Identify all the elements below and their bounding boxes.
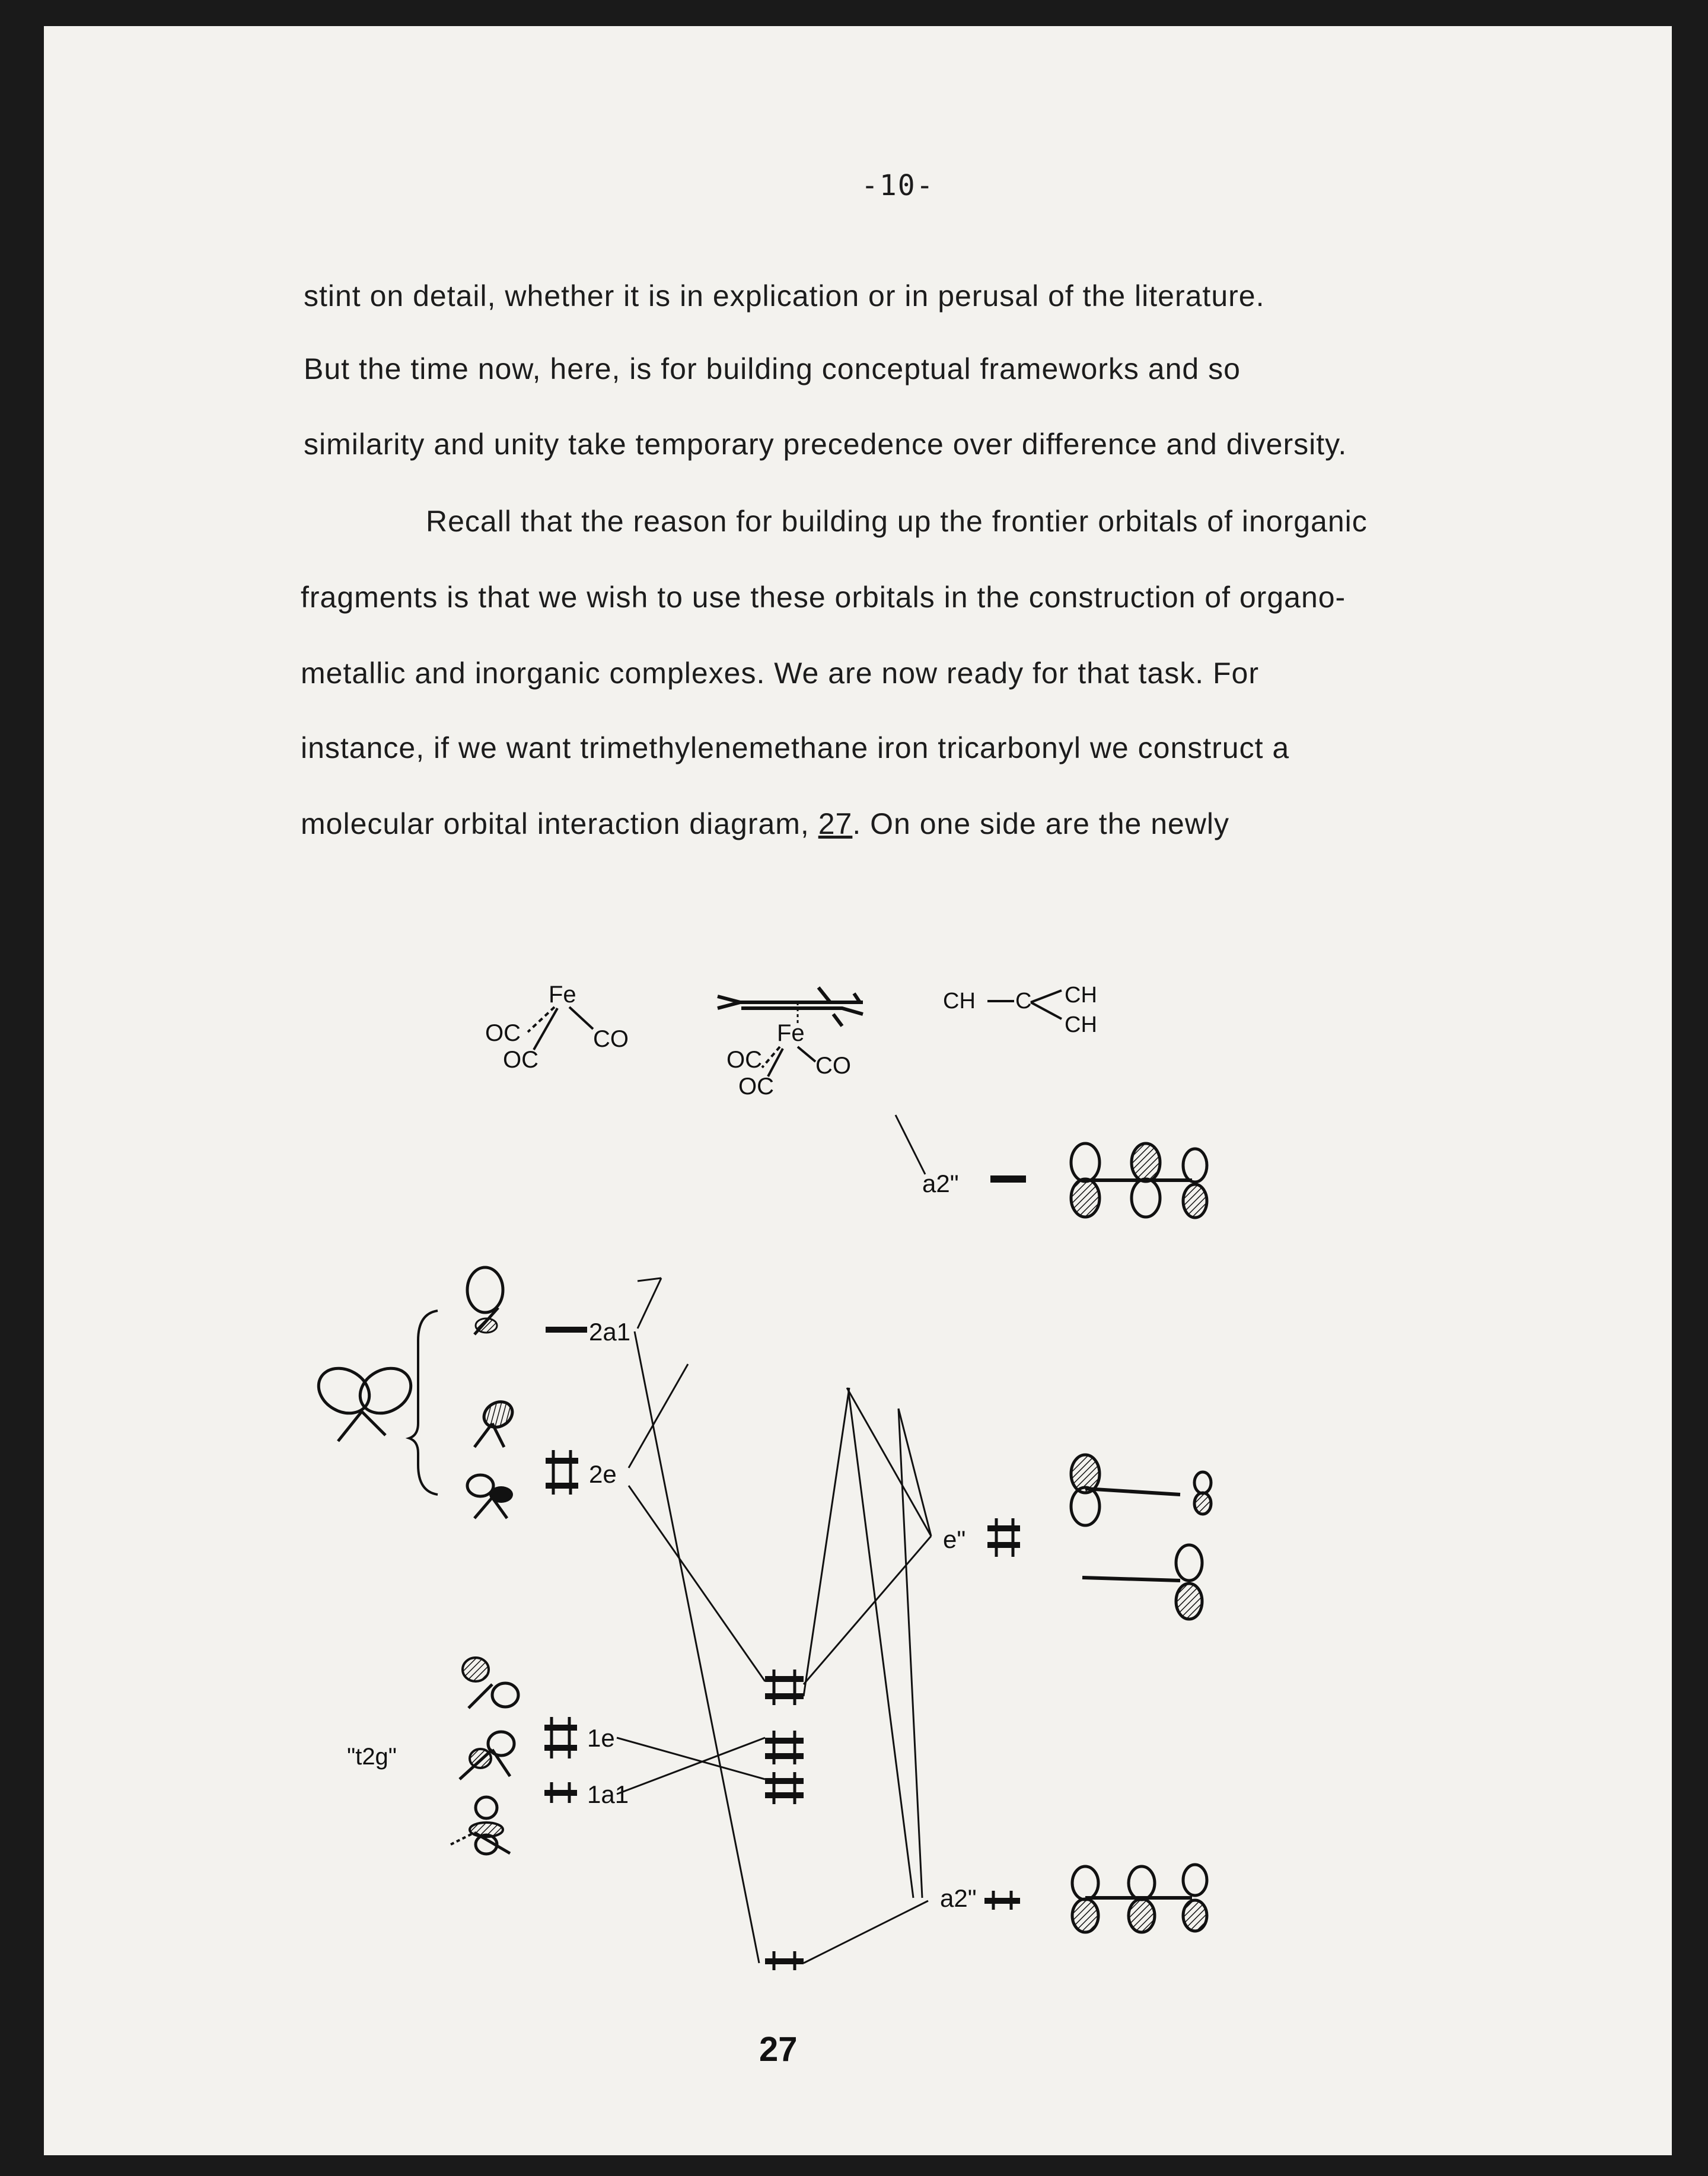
fragment-bracket [409, 1311, 438, 1495]
line-8-tail: . On one side are the newly [852, 807, 1230, 840]
fe-levels [347, 1318, 630, 1808]
left-co-label: CO [593, 1026, 629, 1052]
body-line-1: stint on detail, whether it is in explication or in perusal of the literature. [304, 279, 1265, 313]
level-a2-top-label: a2" [922, 1170, 959, 1197]
level-e-double-prime-label: e" [943, 1525, 966, 1553]
left-fe-label: Fe [549, 982, 576, 1008]
orbital-2e-lower-sketch [467, 1475, 513, 1518]
combined-hybrid-orbital [311, 1359, 419, 1441]
orbital-t2g-1-sketch [463, 1658, 518, 1708]
level-2a1-label: 2a1 [589, 1318, 631, 1346]
figure-caption-27: 27 [759, 2030, 798, 2069]
body-line-3: similarity and unity take temporary precedence over difference and diversity. [304, 428, 1347, 461]
left-oc-upper-label: OC [485, 1020, 521, 1046]
body-line-6: metallic and inorganic complexes. We are now ready for that task. For [301, 657, 1259, 690]
tmm-ligand-structure [943, 983, 1097, 1037]
orbital-2e-upper-sketch [474, 1397, 517, 1447]
level-2e-label: 2e [589, 1460, 617, 1488]
body-line-7: instance, if we want trimethylenemethane iron tricarbonyl we construct a [301, 731, 1290, 764]
tmm-fe-co3-structure [718, 987, 863, 1100]
line-8-text: molecular orbital interaction diagram, [301, 807, 818, 840]
figure-reference-27: 27 [818, 807, 853, 840]
orbital-a2-bottom-sketch [1072, 1865, 1207, 1932]
mid-oc-upper-label: OC [726, 1047, 762, 1073]
t2g-label: "t2g" [347, 1744, 397, 1770]
ligand-ch-bottom-label: CH [1065, 1012, 1097, 1037]
correlation-lines [617, 1115, 931, 1963]
level-1e-label: 1e [587, 1724, 615, 1752]
body-line-2: But the time now, here, is for building conceptual frameworks and so [304, 352, 1241, 386]
ligand-levels [922, 1170, 1026, 1912]
body-line-4: Recall that the reason for building up the frontier orbitals of inorganic [426, 505, 1368, 538]
orbital-a2-top-sketch [1071, 1143, 1207, 1218]
orbital-2a1-sketch [467, 1267, 503, 1334]
orbital-e-double-prime-2-sketch [1082, 1545, 1202, 1619]
mid-co-label: CO [815, 1053, 851, 1079]
level-a2-bottom-label: a2" [940, 1884, 977, 1912]
mid-oc-lower-label: OC [738, 1073, 774, 1100]
level-1a1-label: 1a1 [587, 1780, 629, 1808]
ligand-c-label: C [1015, 989, 1032, 1014]
orbital-e-double-prime-1-sketch [1071, 1455, 1211, 1525]
page-number: -10- [861, 169, 935, 202]
ligand-ch-top-label: CH [1065, 983, 1097, 1008]
orbital-t2g-2-sketch [460, 1732, 514, 1779]
complex-levels [765, 1670, 804, 1970]
fe-co3-structure [485, 982, 629, 1073]
ligand-ch-left-label: CH [943, 989, 976, 1014]
left-oc-lower-label: OC [503, 1047, 538, 1073]
body-line-5: fragments is that we wish to use these orbitals in the construction of organo- [301, 581, 1346, 614]
mid-fe-label: Fe [777, 1020, 805, 1046]
orbital-t2g-3-sketch [451, 1797, 510, 1854]
